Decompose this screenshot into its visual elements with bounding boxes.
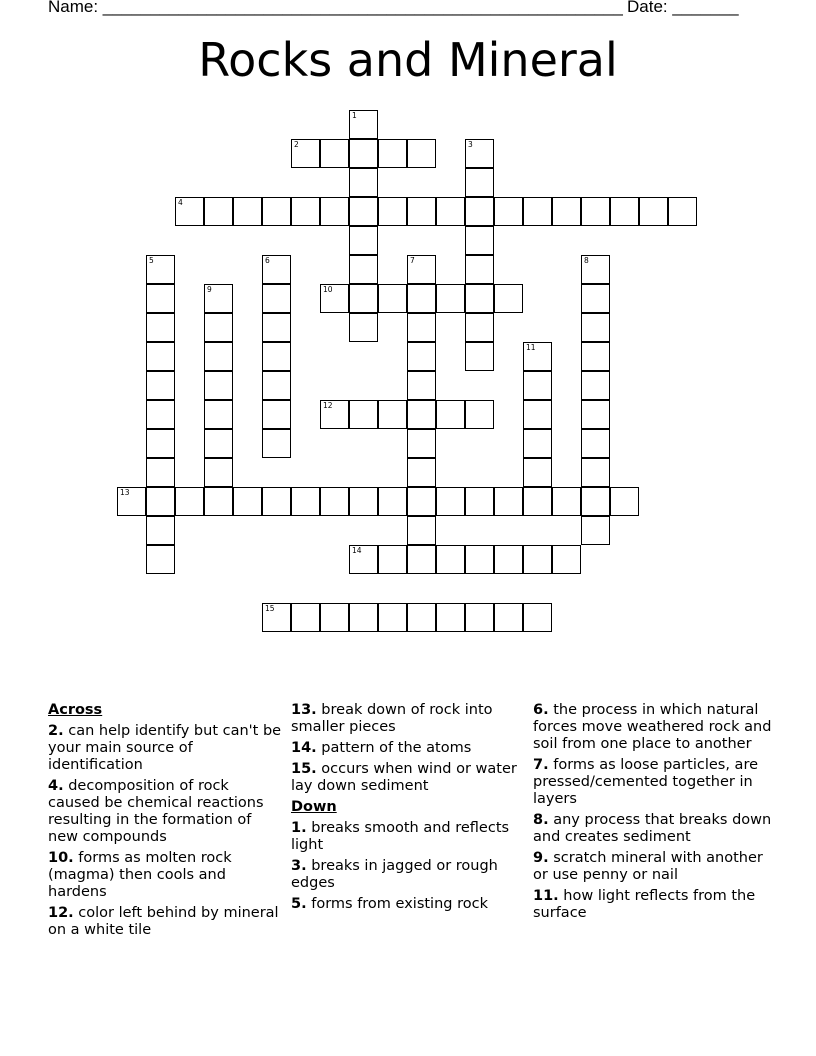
crossword-cell[interactable] bbox=[581, 255, 610, 284]
clue-text: how light reflects from the surface bbox=[533, 888, 756, 921]
crossword-cell[interactable] bbox=[262, 429, 291, 458]
crossword-cell[interactable] bbox=[320, 284, 349, 313]
clues-column-3 bbox=[533, 702, 773, 926]
clue-number: 11. bbox=[533, 888, 559, 904]
crossword-cell[interactable] bbox=[291, 197, 320, 226]
crossword-cell[interactable] bbox=[436, 487, 465, 516]
clues-column-1 bbox=[48, 702, 284, 943]
crossword-cell[interactable] bbox=[378, 400, 407, 429]
crossword-cell[interactable] bbox=[407, 139, 436, 168]
clue-across-12 bbox=[48, 905, 284, 939]
crossword-cell[interactable] bbox=[436, 197, 465, 226]
crossword-cell[interactable] bbox=[262, 603, 291, 632]
crossword-cell[interactable] bbox=[494, 603, 523, 632]
crossword-cell[interactable] bbox=[146, 342, 175, 371]
crossword-cell[interactable] bbox=[407, 458, 436, 487]
crossword-cell[interactable] bbox=[523, 458, 552, 487]
crossword-cell[interactable] bbox=[262, 255, 291, 284]
crossword-cell[interactable] bbox=[436, 603, 465, 632]
crossword-cell[interactable] bbox=[320, 603, 349, 632]
crossword-cell[interactable] bbox=[204, 487, 233, 516]
crossword-cell[interactable] bbox=[349, 110, 378, 139]
crossword-cell[interactable] bbox=[146, 458, 175, 487]
crossword-cell[interactable] bbox=[146, 371, 175, 400]
crossword-cell[interactable] bbox=[523, 545, 552, 574]
crossword-cell[interactable] bbox=[349, 284, 378, 313]
page-title: Rocks and Mineral bbox=[198, 33, 618, 87]
crossword-cell[interactable] bbox=[465, 342, 494, 371]
crossword-cell[interactable] bbox=[291, 603, 320, 632]
crossword-cell[interactable] bbox=[552, 545, 581, 574]
crossword-cell[interactable] bbox=[494, 545, 523, 574]
clue-text: breaks smooth and reflects light bbox=[291, 820, 510, 853]
crossword-cell[interactable] bbox=[349, 168, 378, 197]
crossword-cell[interactable] bbox=[349, 197, 378, 226]
crossword-cell[interactable] bbox=[581, 342, 610, 371]
clue-across-10 bbox=[48, 850, 284, 901]
clue-number: 6. bbox=[533, 702, 549, 718]
clue-text: color left behind by mineral on a white tile bbox=[48, 905, 279, 938]
crossword-cell[interactable] bbox=[523, 371, 552, 400]
clue-number: 10. bbox=[48, 850, 74, 866]
crossword-cell[interactable] bbox=[581, 284, 610, 313]
clue-text: can help identify but can't be your main source of identification bbox=[48, 723, 282, 773]
clue-number: 9. bbox=[533, 850, 549, 866]
clue-number: 4. bbox=[48, 778, 64, 794]
crossword-cell[interactable] bbox=[436, 284, 465, 313]
crossword-cell[interactable] bbox=[378, 545, 407, 574]
crossword-cell[interactable] bbox=[146, 545, 175, 574]
clue-down-8 bbox=[533, 812, 773, 846]
crossword-cell[interactable] bbox=[349, 400, 378, 429]
crossword-cell[interactable] bbox=[407, 400, 436, 429]
crossword-cell[interactable] bbox=[407, 545, 436, 574]
clue-text: any process that breaks down and creates sediment bbox=[533, 812, 772, 845]
clue-number-label: 5 bbox=[149, 256, 154, 265]
clue-number: 13. bbox=[291, 702, 317, 718]
crossword-cell[interactable] bbox=[465, 487, 494, 516]
clue-text: forms as molten rock (magma) then cools and hardens bbox=[48, 850, 232, 900]
crossword-cell[interactable] bbox=[523, 342, 552, 371]
clue-down-9 bbox=[533, 850, 773, 884]
clue-number-label: 4 bbox=[178, 198, 183, 207]
crossword-cell[interactable] bbox=[204, 458, 233, 487]
crossword-cell[interactable] bbox=[465, 139, 494, 168]
crossword-cell[interactable] bbox=[552, 487, 581, 516]
crossword-cell[interactable] bbox=[407, 371, 436, 400]
clue-number-label: 11 bbox=[526, 343, 536, 352]
crossword-cell[interactable] bbox=[320, 139, 349, 168]
clue-across-14 bbox=[291, 740, 527, 757]
down-heading: Down bbox=[291, 799, 337, 815]
crossword-cell[interactable] bbox=[639, 197, 668, 226]
clue-text: forms as loose particles, are pressed/cemented together in layers bbox=[533, 757, 759, 807]
crossword-cell[interactable] bbox=[204, 284, 233, 313]
crossword-cell[interactable] bbox=[320, 400, 349, 429]
crossword-cell[interactable] bbox=[494, 487, 523, 516]
clue-number: 8. bbox=[533, 812, 549, 828]
clue-number-label: 14 bbox=[352, 546, 362, 555]
crossword-cell[interactable] bbox=[552, 197, 581, 226]
clue-number: 15. bbox=[291, 761, 317, 777]
clue-down-7 bbox=[533, 757, 773, 808]
clues-column-2 bbox=[291, 702, 527, 917]
crossword-cell[interactable] bbox=[262, 342, 291, 371]
clue-text: forms from existing rock bbox=[311, 896, 488, 912]
clue-text: pattern of the atoms bbox=[321, 740, 472, 756]
clue-number-label: 10 bbox=[323, 285, 333, 294]
crossword-cell[interactable] bbox=[349, 255, 378, 284]
crossword-cell[interactable] bbox=[146, 255, 175, 284]
clue-number: 14. bbox=[291, 740, 317, 756]
crossword-cell[interactable] bbox=[581, 458, 610, 487]
crossword-cell[interactable] bbox=[581, 400, 610, 429]
crossword-cell[interactable] bbox=[378, 603, 407, 632]
crossword-cell[interactable] bbox=[349, 545, 378, 574]
crossword-cell[interactable] bbox=[407, 603, 436, 632]
crossword-cell[interactable] bbox=[465, 168, 494, 197]
crossword-cell[interactable] bbox=[349, 139, 378, 168]
crossword-cell[interactable] bbox=[146, 400, 175, 429]
crossword-cell[interactable] bbox=[117, 487, 146, 516]
crossword-cell[interactable] bbox=[581, 516, 610, 545]
clue-down-5 bbox=[291, 896, 527, 913]
crossword-cell[interactable] bbox=[407, 313, 436, 342]
crossword-cell[interactable] bbox=[291, 487, 320, 516]
crossword-cell[interactable] bbox=[465, 226, 494, 255]
clue-number: 1. bbox=[291, 820, 307, 836]
crossword-cell[interactable] bbox=[233, 487, 262, 516]
crossword-cell[interactable] bbox=[523, 429, 552, 458]
clue-text: the process in which natural forces move weathered rock and soil from one place to another bbox=[533, 702, 772, 752]
clue-number: 5. bbox=[291, 896, 307, 912]
clue-down-6 bbox=[533, 702, 773, 753]
clue-across-2 bbox=[48, 723, 284, 774]
clue-number: 7. bbox=[533, 757, 549, 773]
crossword-cell[interactable] bbox=[204, 342, 233, 371]
clue-text: decomposition of rock caused be chemical reactions resulting in the formation of new compounds bbox=[48, 778, 264, 845]
crossword-cell[interactable] bbox=[465, 313, 494, 342]
crossword-cell[interactable] bbox=[407, 429, 436, 458]
crossword-cell[interactable] bbox=[146, 313, 175, 342]
crossword-cell[interactable] bbox=[204, 400, 233, 429]
clue-text: occurs when wind or water lay down sediment bbox=[291, 761, 517, 794]
crossword-cell[interactable] bbox=[262, 197, 291, 226]
crossword-cell[interactable] bbox=[494, 284, 523, 313]
clue-number: 12. bbox=[48, 905, 74, 921]
crossword-cell[interactable] bbox=[378, 197, 407, 226]
crossword-cell[interactable] bbox=[262, 400, 291, 429]
crossword-cell[interactable] bbox=[378, 284, 407, 313]
clue-down-1 bbox=[291, 820, 527, 854]
crossword-cell[interactable] bbox=[465, 603, 494, 632]
crossword-cell[interactable] bbox=[349, 226, 378, 255]
crossword-cell[interactable] bbox=[581, 487, 610, 516]
crossword-cell[interactable] bbox=[146, 487, 175, 516]
clue-text: breaks in jagged or rough edges bbox=[291, 858, 498, 891]
clue-across-4 bbox=[48, 778, 284, 846]
clue-number-label: 8 bbox=[584, 256, 589, 265]
crossword-cell[interactable] bbox=[610, 197, 639, 226]
crossword-cell[interactable] bbox=[146, 429, 175, 458]
clue-number: 3. bbox=[291, 858, 307, 874]
crossword-cell[interactable] bbox=[262, 284, 291, 313]
crossword-cell[interactable] bbox=[175, 197, 204, 226]
crossword-cell[interactable] bbox=[581, 371, 610, 400]
crossword-cell[interactable] bbox=[581, 429, 610, 458]
crossword-cell[interactable] bbox=[233, 197, 262, 226]
crossword-cell[interactable] bbox=[407, 342, 436, 371]
crossword-cell[interactable] bbox=[465, 284, 494, 313]
crossword-cell[interactable] bbox=[175, 487, 204, 516]
crossword-cell[interactable] bbox=[262, 371, 291, 400]
crossword-cell[interactable] bbox=[436, 400, 465, 429]
crossword-cell[interactable] bbox=[465, 400, 494, 429]
crossword-cell[interactable] bbox=[407, 255, 436, 284]
clue-number-label: 7 bbox=[410, 256, 415, 265]
crossword-cell[interactable] bbox=[465, 255, 494, 284]
crossword-cell[interactable] bbox=[349, 603, 378, 632]
crossword-cell[interactable] bbox=[523, 603, 552, 632]
crossword-cell[interactable] bbox=[523, 487, 552, 516]
clue-number: 2. bbox=[48, 723, 64, 739]
crossword-cell[interactable] bbox=[146, 516, 175, 545]
crossword-cell[interactable] bbox=[378, 487, 407, 516]
crossword-cell[interactable] bbox=[320, 197, 349, 226]
date-line: Date: _______ bbox=[627, 0, 739, 16]
crossword-cell[interactable] bbox=[320, 487, 349, 516]
crossword-cell[interactable] bbox=[407, 516, 436, 545]
crossword-cell[interactable] bbox=[262, 487, 291, 516]
clue-number-label: 12 bbox=[323, 401, 333, 410]
crossword-cell[interactable] bbox=[262, 313, 291, 342]
clue-across-13 bbox=[291, 702, 527, 736]
clue-across-15 bbox=[291, 761, 527, 795]
crossword-cell[interactable] bbox=[668, 197, 697, 226]
clue-number-label: 1 bbox=[352, 111, 357, 120]
name-line: Name: _______________________________________________________ bbox=[48, 0, 623, 16]
crossword-cell[interactable] bbox=[146, 284, 175, 313]
clue-number-label: 13 bbox=[120, 488, 130, 497]
crossword-cell[interactable] bbox=[494, 197, 523, 226]
clue-number-label: 15 bbox=[265, 604, 275, 613]
crossword-cell[interactable] bbox=[407, 197, 436, 226]
crossword-cell[interactable] bbox=[204, 313, 233, 342]
crossword-cell[interactable] bbox=[407, 284, 436, 313]
clue-text: break down of rock into smaller pieces bbox=[291, 702, 493, 735]
across-heading: Across bbox=[48, 702, 103, 718]
clue-number-label: 3 bbox=[468, 140, 473, 149]
crossword-cell[interactable] bbox=[581, 313, 610, 342]
crossword-cell[interactable] bbox=[436, 545, 465, 574]
clue-down-3 bbox=[291, 858, 527, 892]
crossword-cell[interactable] bbox=[378, 139, 407, 168]
clue-number-label: 2 bbox=[294, 140, 299, 149]
crossword-cell[interactable] bbox=[581, 197, 610, 226]
crossword-cell[interactable] bbox=[204, 197, 233, 226]
crossword-cell[interactable] bbox=[465, 545, 494, 574]
clue-down-11 bbox=[533, 888, 773, 922]
crossword-cell[interactable] bbox=[610, 487, 639, 516]
crossword-cell[interactable] bbox=[465, 197, 494, 226]
clue-text: scratch mineral with another or use penny or nail bbox=[533, 850, 763, 883]
crossword-cell[interactable] bbox=[291, 139, 320, 168]
crossword-cell[interactable] bbox=[523, 400, 552, 429]
clue-number-label: 9 bbox=[207, 285, 212, 294]
clue-number-label: 6 bbox=[265, 256, 270, 265]
crossword-cell[interactable] bbox=[349, 313, 378, 342]
crossword-cell[interactable] bbox=[349, 487, 378, 516]
crossword-cell[interactable] bbox=[204, 429, 233, 458]
crossword-cell[interactable] bbox=[523, 197, 552, 226]
crossword-cell[interactable] bbox=[407, 487, 436, 516]
crossword-cell[interactable] bbox=[204, 371, 233, 400]
